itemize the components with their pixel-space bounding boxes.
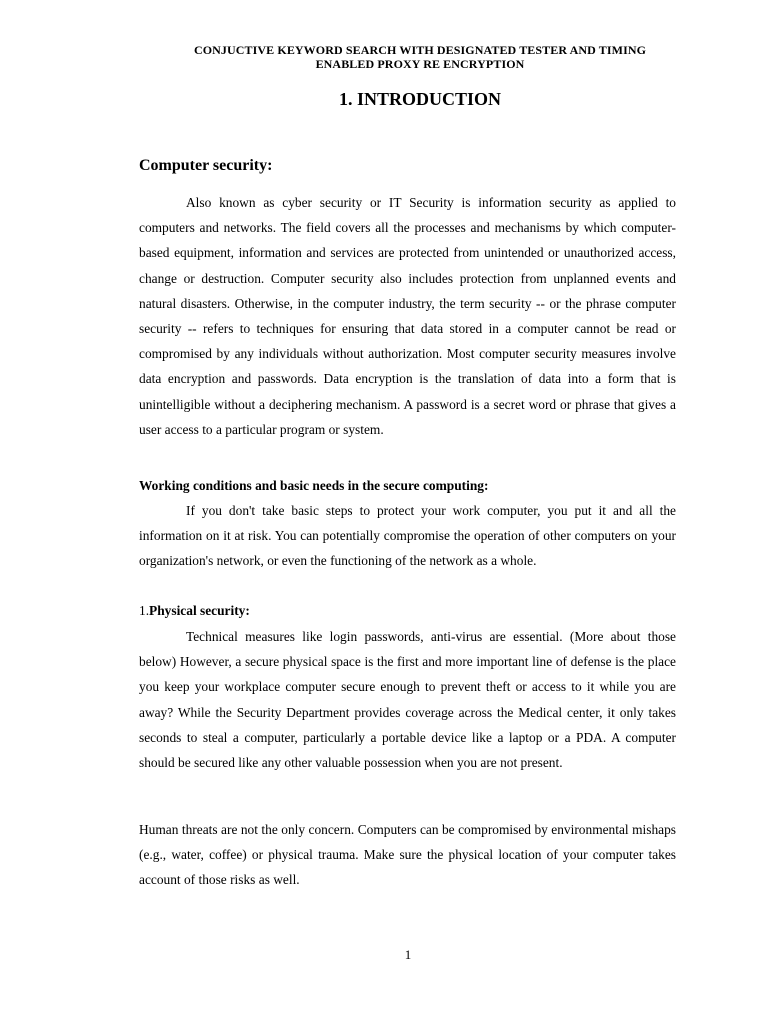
item-heading-label: Physical security:: [149, 603, 250, 618]
running-header: [100, 43, 740, 71]
paragraph-working-conditions: If you don't take basic steps to protect your work computer, you put it and all the information on it at risk. You can potentially compromise the operation of other computers on your organization's network, or even the functioning of the network as a whole.: [139, 503, 676, 569]
item-number: 1.: [139, 603, 150, 618]
running-header-line-1: CONJUCTIVE KEYWORD SEARCH WITH DESIGNATED TESTER AND TIMING: [193, 43, 647, 57]
item-heading-physical-security: [139, 602, 250, 620]
running-header-line-2: ENABLED PROXY RE ENCRYPTION: [315, 57, 525, 71]
chapter-title: 1. INTRODUCTION: [338, 89, 502, 109]
paragraph-physical-security-2: Human threats are not the only concern. Computers can be compromised by environmental mishaps (e.g., water, coffee) or physical trauma. Make sure the physical location of your computer takes account of those risks as well.: [139, 822, 676, 888]
page-number: 1: [404, 947, 412, 962]
paragraph-physical-security-1: Technical measures like login passwords, anti-virus are essential. (More about those below) However, a secure physical space is the first and more important line of defense is the place you keep your workplace computer secure enough to prevent theft or access to it while you are away? While the Security Department provides coverage across the Medical center, it only takes seconds to steal a computer, particularly a portable device like a laptop or a PDA. A computer should be secured like any other valuable possession when you are not present.: [139, 629, 676, 771]
paragraph-computer-security: Also known as cyber security or IT Security is information security as applied to computers and networks. The field covers all the processes and mechanisms by which computer-based equipment, information and services are protected from unintended or unauthorized access, change or destruction. Computer security also includes protection from unplanned events and natural disasters. Otherwise, in the computer industry, the term security -- or the phrase computer security -- refers to techniques for ensuring that data stored in a computer cannot be read or compromised by any individuals without authorization. Most computer security measures involve data encryption and passwords. Data encryption is the translation of data into a form that is unintelligible without a deciphering mechanism. A password is a secret word or phrase that gives a user access to a particular program or system.: [139, 195, 676, 437]
subheading-working-conditions: Working conditions and basic needs in the secure computing:: [139, 478, 489, 493]
section-heading-computer-security: Computer security:: [139, 157, 273, 174]
